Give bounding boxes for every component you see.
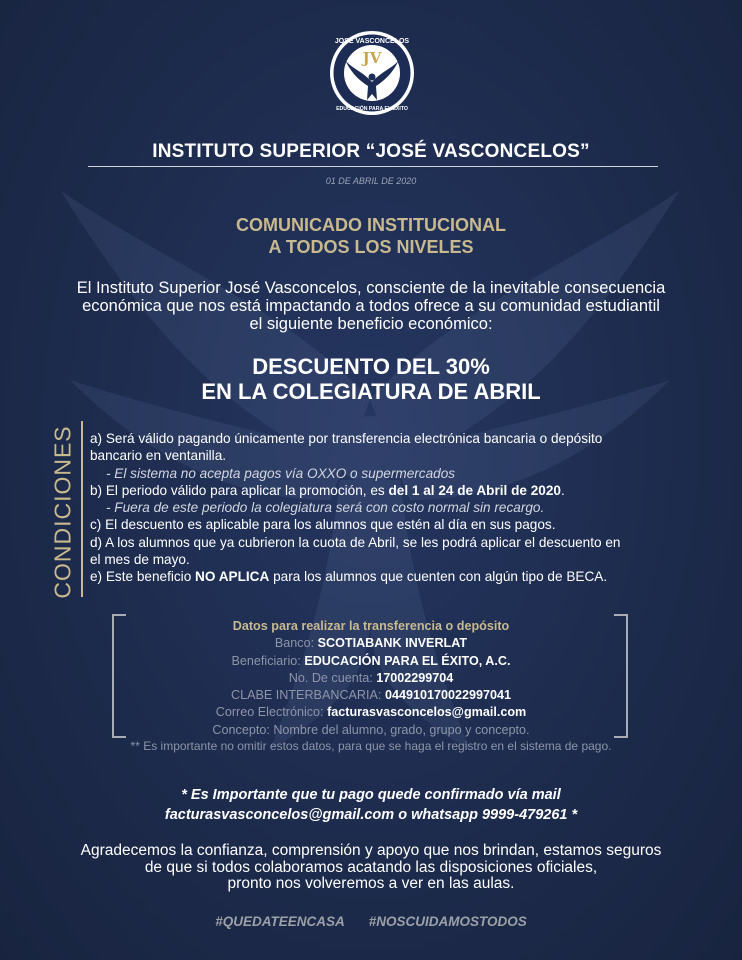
bank-label: Banco: [274,636,318,651]
hashtags [0,914,742,929]
closing-line-3: pronto nos volveremos a ver en las aulas. [227,875,515,892]
bank-value: SCOTIABANK INVERLAT [317,636,468,651]
condition-a-line-2: bancario en ventanilla. [90,448,227,464]
comunicado-heading [0,214,742,258]
beneficiary-value: EDUCACIÓN PARA EL ÉXITO, A.C. [304,653,511,668]
bracket-right [614,614,628,738]
publication-date: 01 DE ABRIL DE 2020 [325,176,417,186]
condition-e [90,568,730,585]
condition-b-note: - Fuera de este periodo la colegiatura será con costo normal sin recargo. [106,500,545,516]
institute-logo [329,30,415,116]
conditions-label: CONDICIONES [49,425,76,599]
clabe-row [140,687,602,704]
condition-e-no-aplica: NO APLICA [195,569,270,585]
discount-headline [0,354,742,404]
hashtag-quedateencasa: #QUEDATEENCASA [215,914,345,929]
bracket-left [112,614,126,738]
confirmation-line-2: facturasvasconcelos@gmail.com o whatsapp 9999-479261 * [164,807,578,823]
account-row [140,670,602,687]
intro-line-1: El Instituto Superior José Vasconcelos, consciente de la inevitable consecuencia [76,279,666,297]
logo-ring-top: JOSÉ VASCONCELOS [334,38,410,45]
comunicado-line-2: A TODOS LOS NIVELES [268,237,474,257]
intro-paragraph [20,279,722,333]
condition-b-text: b) El periodo válido para aplicar la promoción, es [90,482,389,498]
logo-ring-bottom: EDUCACIÓN PARA EL ÉXITO [336,106,408,112]
closing-paragraph [12,843,730,893]
condition-d-line-2: el mes de mayo. [90,552,190,568]
condition-b-period: del 1 al 24 de Abril de 2020 [388,482,561,498]
important-note: ** Es importante no omitir estos datos, para que se haga el registro en el sistema de pago. [130,739,612,753]
email-label: Correo Electrónico: [215,705,328,720]
concept-row: Concepto: Nombre del alumno, grado, grupo y concepto. [212,722,530,737]
account-value: 17002299704 [376,670,454,685]
confirmation-notice [0,785,742,825]
conditions-divider [81,421,83,597]
conditions-list [90,430,730,586]
payment-details [140,618,602,739]
conditions-label-wrap [49,425,76,599]
condition-e-text: e) Este beneficio [90,569,196,585]
email-row [140,704,602,721]
intro-line-3: el siguiente beneficio económico: [249,315,493,333]
beneficiary-label: Beneficiario: [231,653,305,668]
closing-line-1: Agradecemos la confianza, comprensión y apoyo que nos brindan, estamos seguros [80,842,662,859]
discount-line-2: EN LA COLEGIATURA DE ABRIL [201,379,541,404]
clabe-value: 044910170022997041 [384,688,512,703]
logo-monogram: JV [362,49,382,67]
bank-row [140,635,602,652]
condition-c: c) El descuento es aplicable para los alumnos que estén al día en sus pagos. [90,517,556,533]
condition-a-note: - El sistema no acepta pagos vía OXXO o supermercados [106,465,456,481]
payment-details-title: Datos para realizar la transferencia o depósito [232,619,510,633]
condition-e-end: para los alumnos que cuenten con algún tipo de BECA. [269,569,608,585]
condition-a-line-1: a) Será válido pagando únicamente por transferencia electrónica bancaria o depósito [90,431,603,446]
confirmation-line-1: * Es Importante que tu pago quede confirmado vía mail [181,787,561,803]
account-label: No. De cuenta: [288,670,377,685]
institution-title: INSTITUTO SUPERIOR “JOSÉ VASCONCELOS” [152,141,590,162]
clabe-label: CLABE INTERBANCARIA: [230,688,385,703]
closing-line-2: de que si todos colaboramos acatando las disposiciones oficiales, [144,858,598,876]
comunicado-line-1: COMUNICADO INSTITUCIONAL [236,215,506,235]
condition-d-line-1: d) A los alumnos que ya cubrieron la cuota de Abril, se les podrá aplicar el descuento en [90,534,621,550]
beneficiary-row [140,653,602,670]
condition-b [90,482,730,499]
hashtag-noscuidamostodos: #NOSCUIDAMOSTODOS [368,914,527,929]
title-divider [88,166,658,167]
intro-line-2: económica que nos está impactando a todos ofrece a su comunidad estudiantil [82,297,660,315]
condition-b-end: . [561,482,565,498]
email-value: facturasvasconcelos@gmail.com [327,705,527,720]
discount-line-1: DESCUENTO DEL 30% [252,354,490,379]
